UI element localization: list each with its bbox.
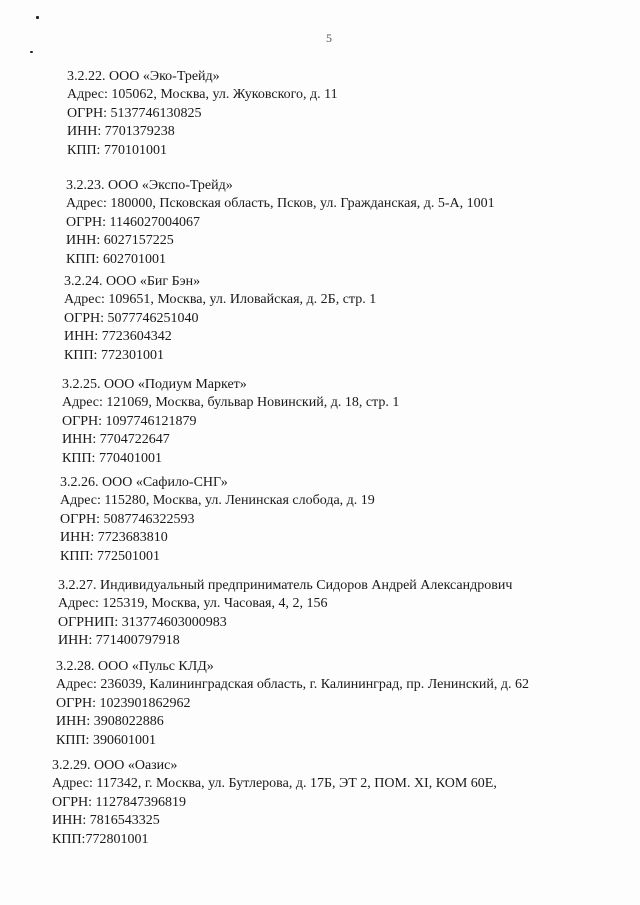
entry-address: Адрес: 125319, Москва, ул. Часовая, 4, 2, 156 — [58, 596, 328, 612]
entry-inn: ИНН: 7816543325 — [52, 813, 160, 829]
entry-ogrn: ОГРН: 5137746130825 — [67, 105, 202, 121]
entry-ogrn: ОГРН: 1097746121879 — [62, 413, 197, 429]
entry-address: Адрес: 109651, Москва, ул. Иловайская, д. 2Б, стр. 1 — [64, 292, 377, 308]
entry-ogrn: ОГРН: 5077746251040 — [64, 310, 199, 326]
entry-kpp: КПП: 772301001 — [64, 347, 164, 363]
entry-heading: 3.2.26. ООО «Сафило-СНГ» — [60, 475, 228, 490]
entry-kpp: КПП: 770101001 — [67, 142, 167, 158]
scan-speck — [36, 16, 39, 19]
page-number: 5 — [326, 31, 332, 45]
entry-inn: ИНН: 7701379238 — [67, 124, 175, 140]
list-item — [52, 757, 497, 849]
list-item — [66, 177, 495, 269]
entry-ogrn: ОГРН: 1146027004067 — [66, 214, 200, 230]
list-item — [56, 658, 529, 750]
entry-ogrnip: ОГРНИП: 313774603000983 — [58, 614, 227, 630]
entry-kpp: КПП: 390601001 — [56, 732, 156, 748]
entry-kpp: КПП:772801001 — [52, 831, 149, 847]
list-item — [64, 273, 376, 365]
entry-inn: ИНН: 771400797918 — [58, 633, 180, 649]
entry-inn: ИНН: 7704722647 — [62, 432, 170, 448]
entry-address: Адрес: 236039, Калининградская область, г. Калининград, пр. Ленинский, д. 62 — [56, 677, 529, 693]
entry-kpp: КПП: 772501001 — [60, 548, 160, 564]
entry-heading: 3.2.29. ООО «Оазис» — [52, 758, 178, 773]
entry-address: Адрес: 117342, г. Москва, ул. Бутлерова, д. 17Б, ЭТ 2, ПОМ. XI, КОМ 60Е, — [52, 776, 497, 792]
entry-inn: ИНН: 6027157225 — [66, 233, 174, 249]
entry-inn: ИНН: 3908022886 — [56, 714, 164, 730]
entry-ogrn: ОГРН: 1023901862962 — [56, 695, 191, 711]
list-item — [62, 376, 399, 468]
entry-address: Адрес: 115280, Москва, ул. Ленинская слобода, д. 19 — [60, 493, 375, 509]
entry-heading: 3.2.28. ООО «Пульс КЛД» — [56, 659, 214, 674]
list-item — [60, 474, 375, 566]
entry-heading: 3.2.27. Индивидуальный предприниматель Сидоров Андрей Александрович — [58, 578, 513, 593]
entry-inn: ИНН: 7723683810 — [60, 530, 168, 546]
entry-address: Адрес: 121069, Москва, бульвар Новинский, д. 18, стр. 1 — [62, 395, 400, 411]
entry-ogrn: ОГРН: 5087746322593 — [60, 511, 195, 527]
list-item — [67, 68, 338, 160]
entry-kpp: КПП: 770401001 — [62, 450, 162, 466]
entry-ogrn: ОГРН: 1127847396819 — [52, 794, 186, 810]
entry-address: Адрес: 105062, Москва, ул. Жуковского, д. 11 — [67, 87, 338, 103]
entry-heading: 3.2.25. ООО «Подиум Маркет» — [62, 377, 247, 392]
entry-heading: 3.2.23. ООО «Экспо-Трейд» — [66, 178, 233, 193]
entry-inn: ИНН: 7723604342 — [64, 329, 172, 345]
entry-kpp: КПП: 602701001 — [66, 251, 166, 267]
entry-heading: 3.2.22. ООО «Эко-Трейд» — [67, 69, 220, 84]
entry-address: Адрес: 180000, Псковская область, Псков, ул. Гражданская, д. 5-А, 1001 — [66, 196, 495, 212]
list-item — [58, 577, 512, 651]
scan-speck — [30, 51, 33, 53]
entry-heading: 3.2.24. ООО «Биг Бэн» — [64, 274, 201, 289]
